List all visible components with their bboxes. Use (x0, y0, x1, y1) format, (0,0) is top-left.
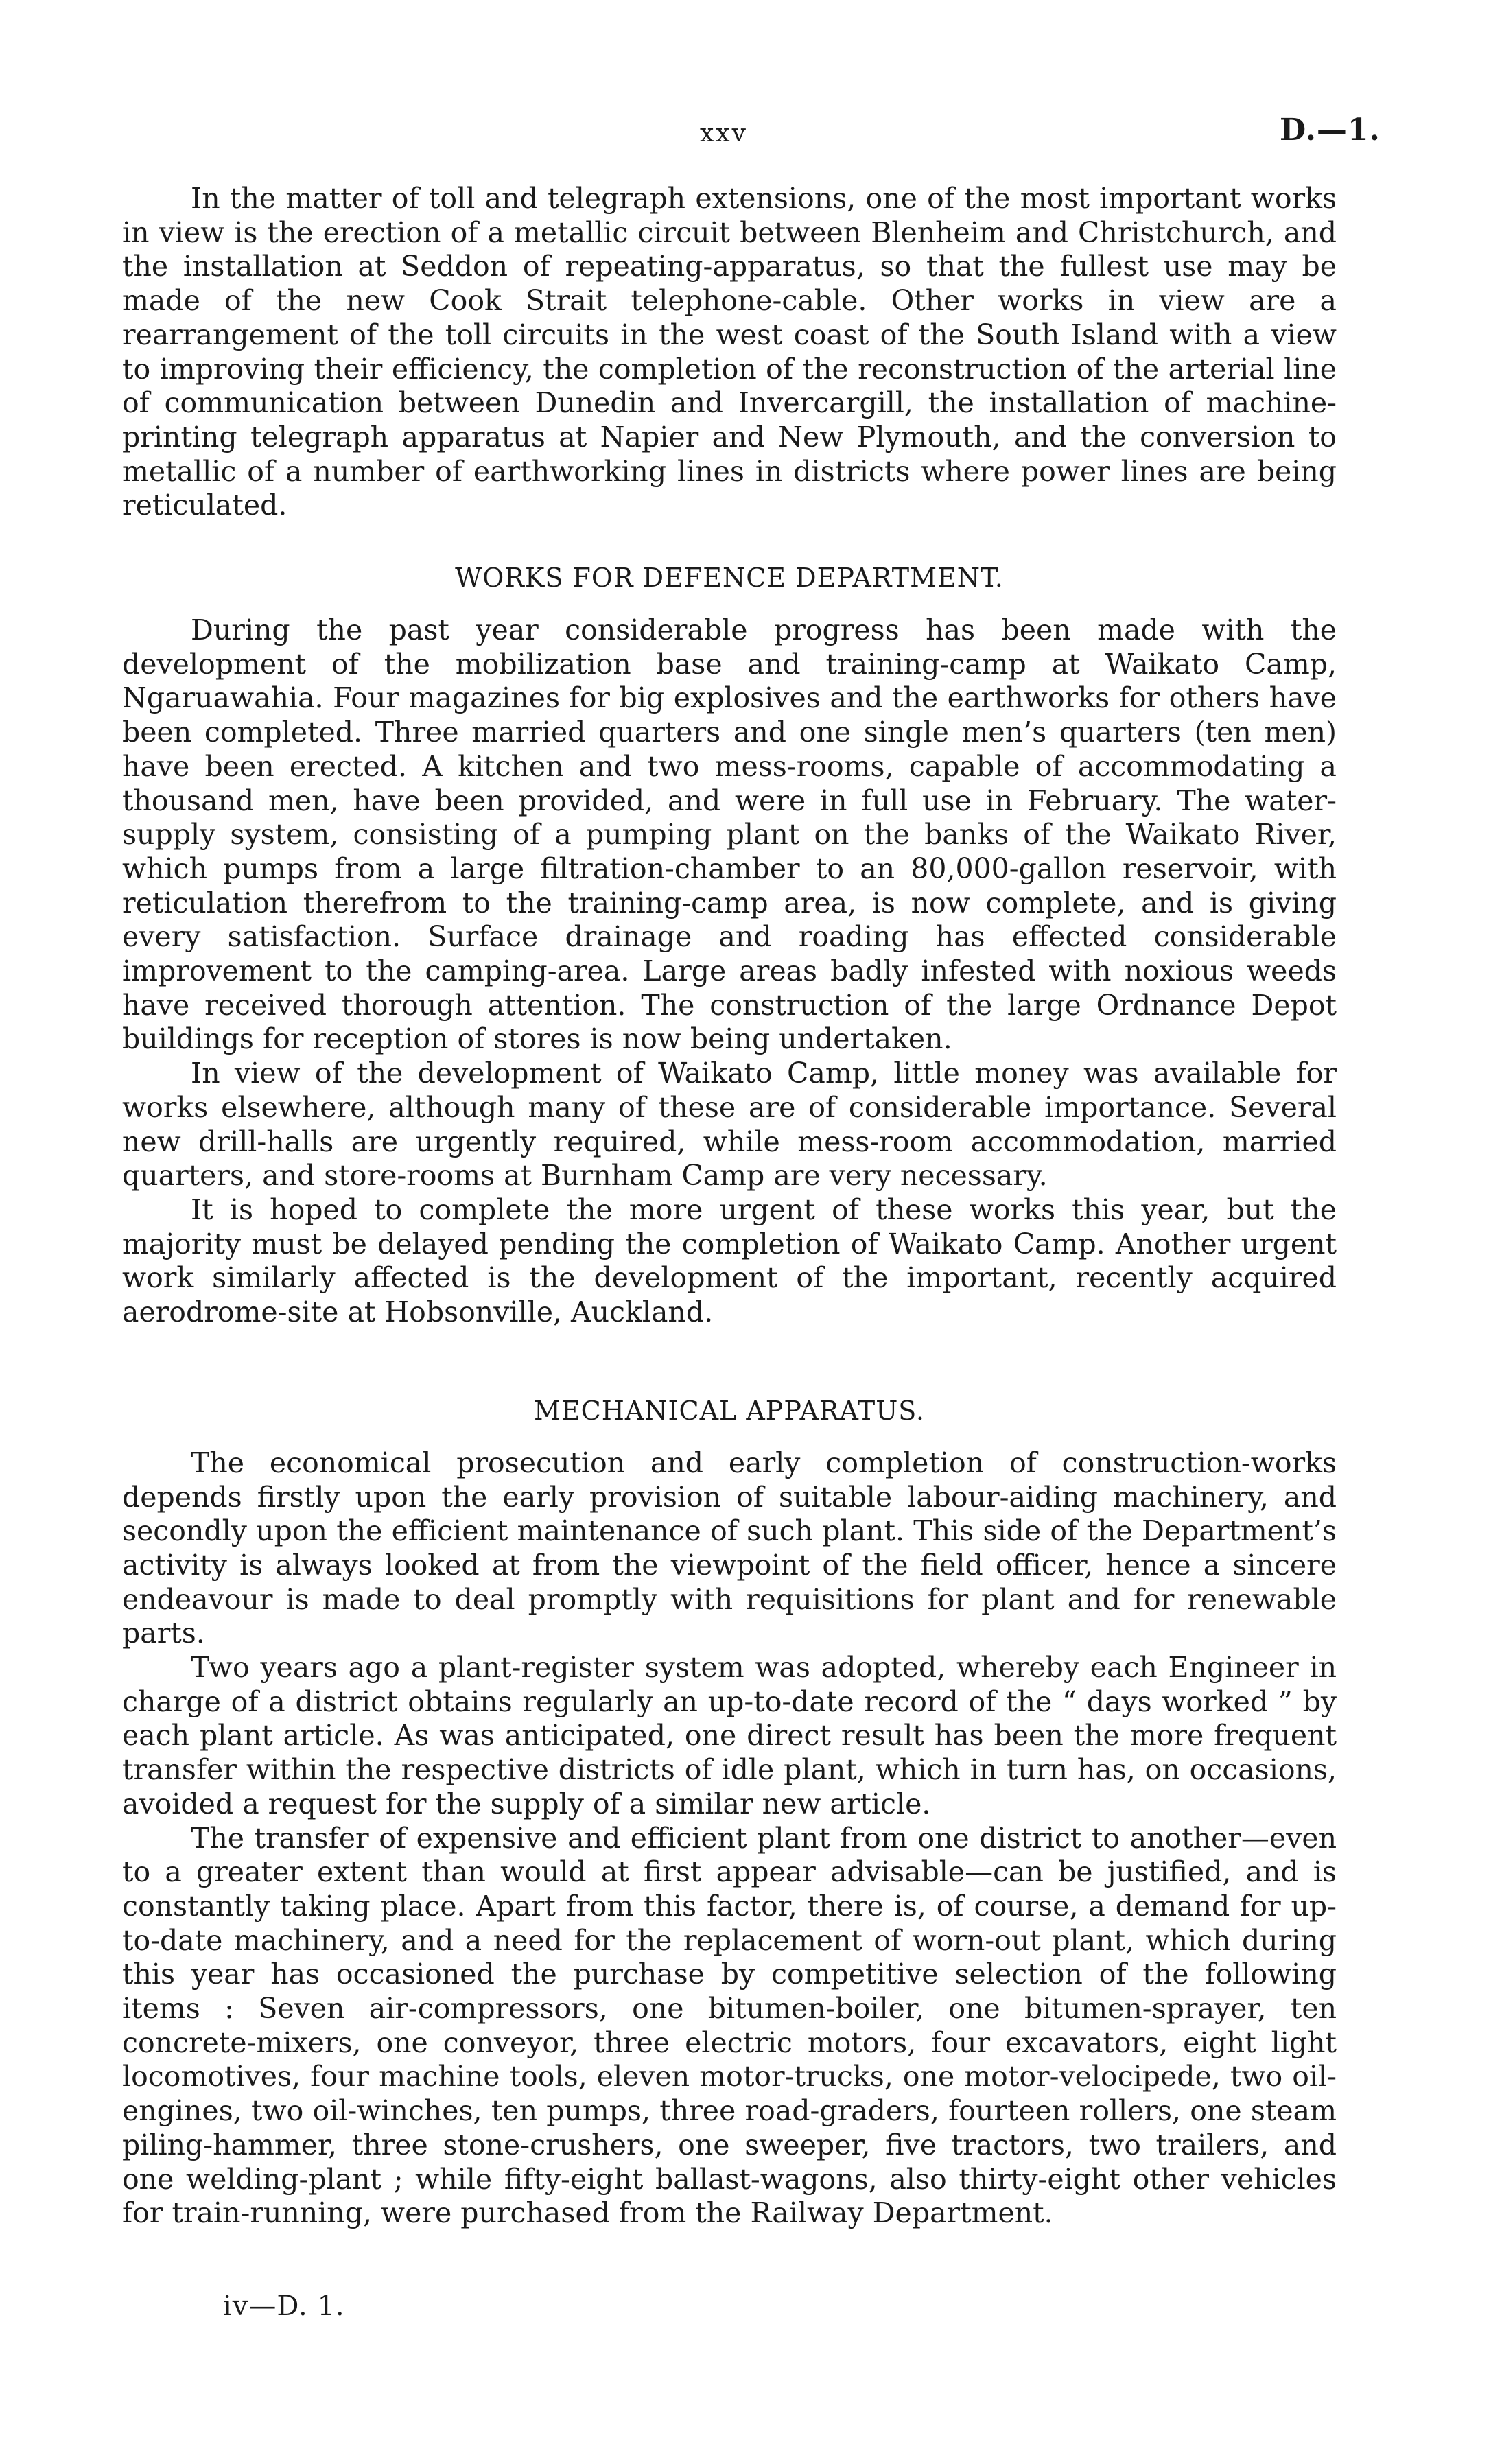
document-id: D.—1. (1280, 113, 1381, 148)
paragraph-toll-telegraph: In the matter of toll and telegraph extensions, one of the most important works in view is the erection of a metallic circuit between Blenheim and Christchurch, and the installation at Seddon of repeating-apparatus, so that the fullest use may be made of the new Cook Strait telephone-cable. Other works in view are a rearrangement of the toll circuits in the west coast of the South Island with a view to improving their efficiency, the completion of the reconstruction of the arterial line of communication between Dunedin and Invercargill, the installation of machine-printing telegraph apparatus at Napier and New Plymouth, and the conversion to metallic of a number of earthworking lines in districts where power lines are being reticulated. (122, 182, 1337, 522)
page-number: xxv (700, 119, 748, 148)
heading-mechanical-apparatus: MECHANICAL APPARATUS. (533, 1395, 926, 1426)
paragraph-defence-outlook: It is hoped to complete the more urgent of these works this year, but the majority must be delayed pending the completion of Waikato Camp. Another urgent work similarly affected is the development of the important, recently acquired aerodrome-site at Hobsonville, Auckland. (122, 1193, 1337, 1329)
paragraph-defence-progress: During the past year considerable progress has been made with the development of the mobilization base and training-camp at Waikato Camp, Ngaruawahia. Four magazines for big explosives and the earthworks for others have been completed. Three married quarters and one single men’s quarters (ten men) have been erected. A kitchen and two mess-rooms, capable of accommodating a thousand men, have been provided, and were in full use in February. The water-supply system, consisting of a pumping plant on the banks of the Waikato River, which pumps from a large filtration-chamber to an 80,000-gallon reservoir, with reticulation therefrom to the training-camp area, is now complete, and is giving every satisfaction. Surface drainage and roading has effected considerable improvement to the camping-area. Large areas badly infested with noxious weeds have received thorough attention. The construction of the large Ordnance Depot buildings for reception of stores is now being undertaken. (122, 613, 1337, 1056)
paragraph-mechanical-provision: The economical prosecution and early completion of construction-works depends firstly upon the early provision of suitable labour-aiding machinery, and secondly upon the efficient maintenance of such plant. This side of the Department’s activity is always looked at from the viewpoint of the field officer, hence a sincere endeavour is made to deal promptly with requisitions for plant and for renewable parts. (122, 1446, 1337, 1650)
document-body (122, 182, 1337, 2231)
paragraph-plant-register: Two years ago a plant-register system was adopted, whereby each Engineer in charge of a district obtains regularly an up-to-date record of the “ days worked ” by each plant article. As was anticipated, one direct result has been the more frequent transfer within the respective districts of idle plant, which in turn has, on occasions, avoided a request for the supply of a similar new article. (122, 1651, 1337, 1820)
paragraph-defence-funding: In view of the development of Waikato Camp, little money was available for works elsewhere, although many of these are of considerable importance. Several new drill-halls are urgently required, while mess-room accommodation, married quarters, and store-rooms at Burnham Camp are very necessary. (122, 1057, 1337, 1193)
heading-works-for-defence: WORKS FOR DEFENCE DEPARTMENT. (455, 563, 1004, 594)
paragraph-plant-transfer: The transfer of expensive and efficient plant from one district to another—even to a greater extent than would at first appear advisable—can be justified, and is constantly taking place. Apart from this factor, there is, of course, a demand for up-to-date machinery, and a need for the replacement of worn-out plant, which during this year has occasioned the purchase by competitive selection of the following items : Seven air-compressors, one bitumen-boiler, one bitumen-sprayer, ten concrete-mixers, one conveyor, three electric motors, four excavators, eight light locomotives, four machine tools, eleven motor-trucks, one motor-velocipede, two oil-engines, two oil-winches, ten pumps, three road-graders, fourteen rollers, one steam piling-hammer, three stone-crushers, one sweeper, five tractors, two trailers, and one welding-plant ; while fifty-eight ballast-wagons, also thirty-eight other vehicles for train-running, were purchased from the Railway Department. (122, 1821, 1337, 2230)
page-signature: iv—D. 1. (223, 2290, 345, 2322)
